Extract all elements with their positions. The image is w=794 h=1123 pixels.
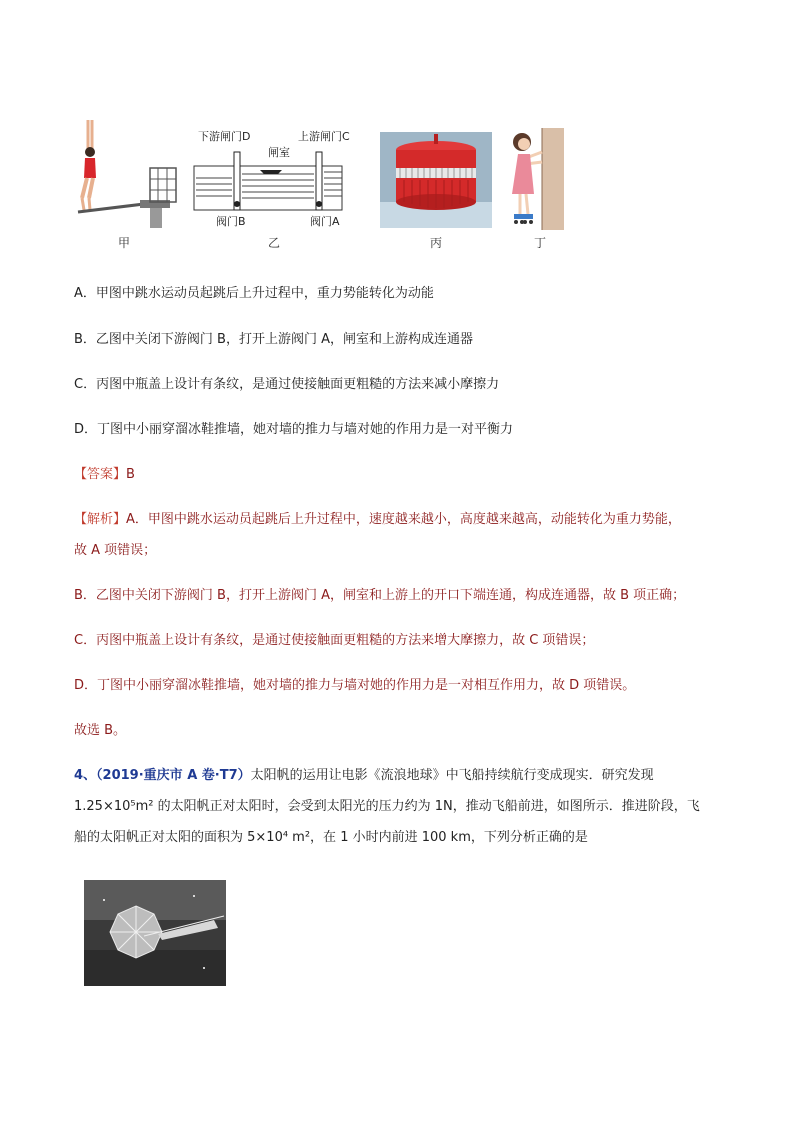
option-d: D．丁图中小丽穿溜冰鞋推墙，她对墙的推力与墙对她的作用力是一对平衡力 xyxy=(74,422,514,437)
figure-label-jia: 甲 xyxy=(117,236,130,250)
lock-chamber-label: 闸室 xyxy=(268,146,290,159)
option-c: C．丙图中瓶盖上设计有条纹，是通过使接触面更粗糙的方法来减小摩擦力 xyxy=(74,377,500,392)
answer-tag: 【答案】 xyxy=(74,467,127,482)
analysis-a-text: A．甲图中跳水运动员起跳后上升过程中，速度越来越小，高度越来越高，动能转化为重力势能， xyxy=(126,512,681,527)
analysis-d: D．丁图中小丽穿溜冰鞋推墙，她对墙的推力与墙对她的作用力是一对相互作用力，故 D 项错误。 xyxy=(74,678,636,693)
analysis-line-2: 故 A 项错误； xyxy=(74,543,157,558)
figure-ship-lock xyxy=(192,126,352,230)
analysis-tag: 【解析】 xyxy=(74,512,127,527)
analysis-b: B．乙图中关闭下游阀门 B，打开上游阀门 A，闸室和上游上的开口下端连通，构成连通器，故 B 项正确； xyxy=(74,588,686,603)
lock-downstream-gate-label: 下游闸门D xyxy=(198,130,251,143)
figure-label-bing: 丙 xyxy=(429,236,442,250)
option-b: B．乙图中关闭下游阀门 B，打开上游阀门 A，闸室和上游构成连通器 xyxy=(74,332,473,347)
question-4-source: （2019·重庆市 A 卷·T7） xyxy=(96,768,251,783)
question-4-line-3: 船的太阳帆正对太阳的面积为 5×10⁴ m²，在 1 小时内前进 100 km，下列分析正确的是 xyxy=(74,830,588,845)
figure-label-yi: 乙 xyxy=(267,236,280,250)
figure-bottle-cap xyxy=(380,132,492,228)
figure-diver xyxy=(66,116,182,232)
question-4-line-1 xyxy=(74,767,654,785)
figure-girl-wall xyxy=(508,128,564,230)
solar-sail-photo xyxy=(84,880,226,986)
lock-upstream-gate-label: 上游闸门C xyxy=(298,130,350,143)
option-a: A．甲图中跳水运动员起跳后上升过程中，重力势能转化为动能 xyxy=(74,286,434,301)
analysis-conclusion: 故选 B。 xyxy=(74,723,127,738)
figure-label-ding: 丁 xyxy=(533,236,546,250)
answer-line xyxy=(74,466,135,484)
lock-valve-b-label: 阀门B xyxy=(216,215,246,228)
question-4-number: 4、 xyxy=(74,768,97,783)
analysis-c: C．丙图中瓶盖上设计有条纹，是通过使接触面更粗糙的方法来增大摩擦力，故 C 项错误； xyxy=(74,633,595,648)
question-4-line-2: 1.25×10⁵m² 的太阳帆正对太阳时，会受到太阳光的压力约为 1N，推动飞船前进，如图所示．推进阶段，飞 xyxy=(74,799,700,814)
answer-value: B xyxy=(126,467,135,482)
lock-valve-a-label: 阀门A xyxy=(310,215,340,228)
analysis-line-1 xyxy=(74,511,681,529)
question-4-stem-1: 太阳帆的运用让电影《流浪地球》中飞船持续航行变成现实．研究发现 xyxy=(250,768,654,783)
